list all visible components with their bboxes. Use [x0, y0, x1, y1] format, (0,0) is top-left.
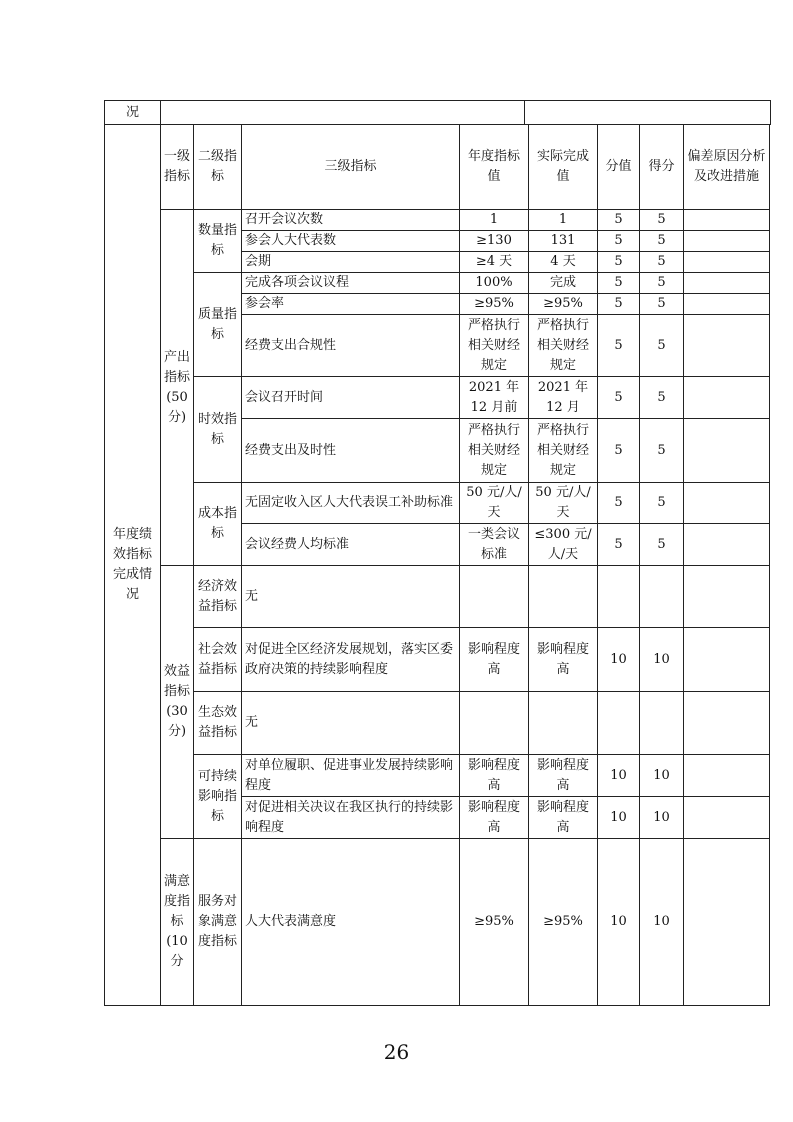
table-row — [105, 273, 770, 294]
reason-cell — [684, 692, 770, 755]
target-value — [460, 566, 529, 628]
score-value: 5 — [598, 252, 640, 273]
score: 5 — [640, 483, 684, 524]
score — [640, 692, 684, 755]
indicator: 会议经费人均标准 — [242, 524, 460, 566]
target-value: 影响程度高 — [460, 797, 529, 839]
target-value: 严格执行相关财经规定 — [460, 315, 529, 377]
indicator: 对促进相关决议在我区执行的持续影响程度 — [242, 797, 460, 839]
target-value: 一类会议标准 — [460, 524, 529, 566]
actual-value — [529, 692, 598, 755]
score: 10 — [640, 839, 684, 1006]
actual-value: 影响程度高 — [529, 755, 598, 797]
actual-value: 2021 年12 月 — [529, 377, 598, 419]
top-row-cell-empty-1 — [161, 101, 525, 125]
table-row — [105, 483, 770, 524]
indicator: 经费支出及时性 — [242, 419, 460, 483]
score — [640, 566, 684, 628]
score-value: 10 — [598, 755, 640, 797]
target-value: 影响程度高 — [460, 755, 529, 797]
indicator: 完成各项会议议程 — [242, 273, 460, 294]
indicator: 会期 — [242, 252, 460, 273]
page-number: 26 — [383, 1040, 410, 1064]
target-value: ≥4 天 — [460, 252, 529, 273]
score-value: 5 — [598, 210, 640, 231]
reason-cell — [684, 419, 770, 483]
score: 5 — [640, 315, 684, 377]
table-row — [105, 377, 770, 419]
table-row — [105, 755, 770, 797]
target-value: 1 — [460, 210, 529, 231]
indicator: 无固定收入区人大代表误工补助标准 — [242, 483, 460, 524]
reason-cell — [684, 252, 770, 273]
actual-value: 1 — [529, 210, 598, 231]
score: 5 — [640, 294, 684, 315]
header-level2: 二级指标 — [194, 125, 242, 210]
indicator: 人大代表满意度 — [242, 839, 460, 1006]
score: 5 — [640, 210, 684, 231]
indicator: 经费支出合规性 — [242, 315, 460, 377]
group-satisfaction: 满意度指标(10分 — [161, 839, 194, 1006]
indicator: 召开会议次数 — [242, 210, 460, 231]
target-value: 100% — [460, 273, 529, 294]
table-row — [105, 839, 770, 1006]
reason-cell — [684, 315, 770, 377]
target-value — [460, 692, 529, 755]
score: 10 — [640, 628, 684, 692]
score: 10 — [640, 755, 684, 797]
subgroup-sustainable: 可持续影响指标 — [194, 755, 242, 839]
actual-value: 影响程度高 — [529, 797, 598, 839]
header-score-value: 分值 — [598, 125, 640, 210]
target-value: ≥95% — [460, 294, 529, 315]
score-value: 5 — [598, 231, 640, 252]
reason-cell — [684, 797, 770, 839]
actual-value: 影响程度高 — [529, 628, 598, 692]
score-value — [598, 692, 640, 755]
score-value: 10 — [598, 839, 640, 1006]
indicator: 无 — [242, 566, 460, 628]
top-row-label: 况 — [105, 101, 161, 125]
subgroup-timeliness: 时效指标 — [194, 377, 242, 483]
actual-value: ≤300 元/人/天 — [529, 524, 598, 566]
score-value: 10 — [598, 628, 640, 692]
subgroup-social: 社会效益指标 — [194, 628, 242, 692]
score: 5 — [640, 273, 684, 294]
table-header-row — [105, 125, 770, 210]
table-row — [105, 566, 770, 628]
actual-value: ≥95% — [529, 294, 598, 315]
target-value: 严格执行相关财经规定 — [460, 419, 529, 483]
subgroup-ecological: 生态效益指标 — [194, 692, 242, 755]
table-row — [105, 692, 770, 755]
actual-value — [529, 566, 598, 628]
header-actual: 实际完成值 — [529, 125, 598, 210]
score-value: 5 — [598, 377, 640, 419]
table-row — [105, 628, 770, 692]
group-output: 产出指标(50分) — [161, 210, 194, 566]
actual-value: 131 — [529, 231, 598, 252]
header-level3: 三级指标 — [242, 125, 460, 210]
target-value: ≥95% — [460, 839, 529, 1006]
subgroup-service: 服务对象满意度指标 — [194, 839, 242, 1006]
score-value — [598, 566, 640, 628]
reason-cell — [684, 566, 770, 628]
score: 5 — [640, 377, 684, 419]
reason-cell — [684, 483, 770, 524]
reason-cell — [684, 273, 770, 294]
section-label: 年度绩效指标完成情况 — [105, 125, 161, 1006]
score: 5 — [640, 419, 684, 483]
indicator: 无 — [242, 692, 460, 755]
indicator: 参会人大代表数 — [242, 231, 460, 252]
header-score: 得分 — [640, 125, 684, 210]
target-value: 2021 年12 月前 — [460, 377, 529, 419]
subgroup-cost: 成本指标 — [194, 483, 242, 566]
score: 5 — [640, 252, 684, 273]
top-continuation-row — [104, 100, 771, 125]
reason-cell — [684, 839, 770, 1006]
subgroup-quality: 质量指标 — [194, 273, 242, 377]
actual-value: ≥95% — [529, 839, 598, 1006]
subgroup-economic: 经济效益指标 — [194, 566, 242, 628]
reason-cell — [684, 524, 770, 566]
reason-cell — [684, 628, 770, 692]
table-row — [105, 210, 770, 231]
score-value: 5 — [598, 483, 640, 524]
score-value: 5 — [598, 315, 640, 377]
target-value: 50 元/人/天 — [460, 483, 529, 524]
indicator: 参会率 — [242, 294, 460, 315]
header-level1: 一级指标 — [161, 125, 194, 210]
score-value: 10 — [598, 797, 640, 839]
indicator: 对单位履职、促进事业发展持续影响程度 — [242, 755, 460, 797]
actual-value: 4 天 — [529, 252, 598, 273]
actual-value: 严格执行相关财经规定 — [529, 315, 598, 377]
indicator: 会议召开时间 — [242, 377, 460, 419]
reason-cell — [684, 755, 770, 797]
reason-cell — [684, 231, 770, 252]
subgroup-quantity: 数量指标 — [194, 210, 242, 273]
score-value: 5 — [598, 273, 640, 294]
target-value: ≥130 — [460, 231, 529, 252]
actual-value: 50 元/人/天 — [529, 483, 598, 524]
reason-cell — [684, 377, 770, 419]
score-value: 5 — [598, 294, 640, 315]
reason-cell — [684, 294, 770, 315]
score-value: 5 — [598, 524, 640, 566]
header-target: 年度指标值 — [460, 125, 529, 210]
score: 5 — [640, 524, 684, 566]
top-row-cell-empty-2 — [525, 101, 771, 125]
score-value: 5 — [598, 419, 640, 483]
score: 5 — [640, 231, 684, 252]
performance-table — [104, 124, 770, 1006]
group-benefit: 效益指标(30分) — [161, 566, 194, 839]
score: 10 — [640, 797, 684, 839]
header-reason: 偏差原因分析及改进措施 — [684, 125, 770, 210]
actual-value: 严格执行相关财经规定 — [529, 419, 598, 483]
indicator: 对促进全区经济发展规划，落实区委政府决策的持续影响程度 — [242, 628, 460, 692]
target-value: 影响程度高 — [460, 628, 529, 692]
reason-cell — [684, 210, 770, 231]
actual-value: 完成 — [529, 273, 598, 294]
